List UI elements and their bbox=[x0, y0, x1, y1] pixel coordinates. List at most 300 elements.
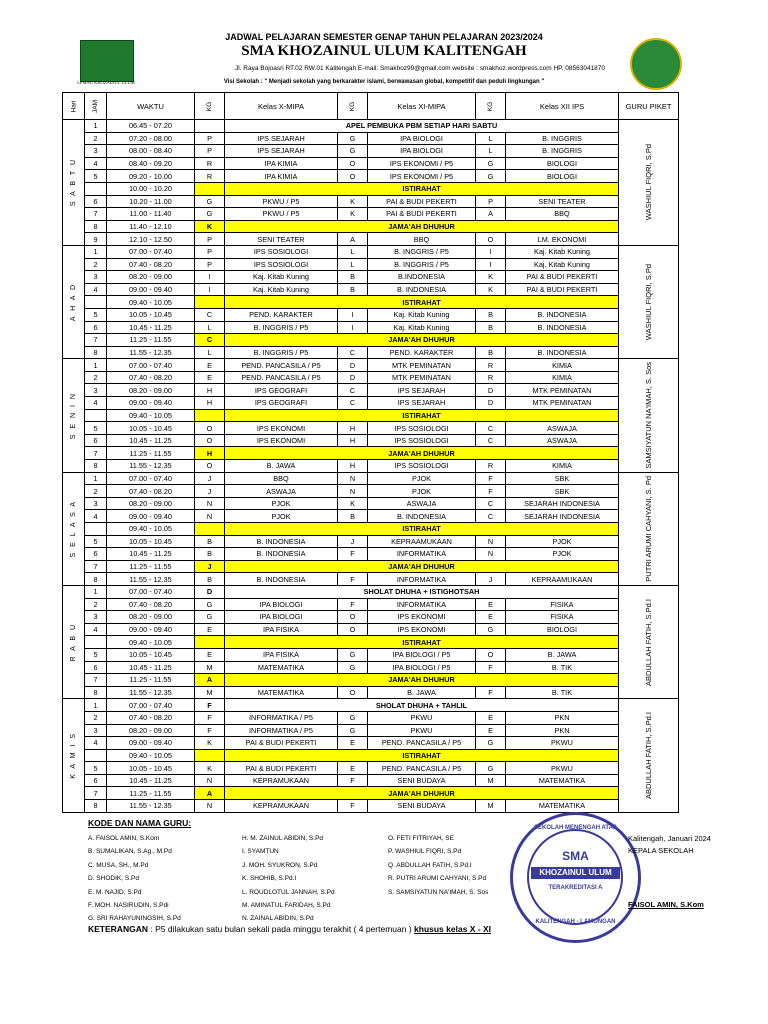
kg-xii: K bbox=[476, 271, 506, 284]
col-kelas-x: Kelas X-MIPA bbox=[225, 93, 338, 120]
duty-teacher-name: SAMSIYATUN NA'IMAH, S. Sos bbox=[644, 362, 653, 469]
subject-xi: KEPRAAMUKAAN bbox=[368, 535, 476, 548]
kg-xii: D bbox=[476, 384, 506, 397]
kg-x: G bbox=[195, 195, 225, 208]
subject-xii: PKN bbox=[506, 711, 619, 724]
duty-teacher-cell bbox=[619, 120, 679, 246]
table-row bbox=[63, 699, 679, 712]
day-cell bbox=[63, 585, 85, 698]
table-row bbox=[63, 623, 679, 636]
kg-xii: R bbox=[476, 460, 506, 473]
kg-x: N bbox=[195, 774, 225, 787]
kg-xii: C bbox=[476, 434, 506, 447]
period-number bbox=[85, 409, 107, 422]
table-row bbox=[63, 422, 679, 435]
teacher-code: J. MOH. SYUKRON, S.Pd bbox=[242, 861, 318, 869]
period-time: 10.00 - 10.20 bbox=[107, 182, 195, 195]
day-cell bbox=[63, 472, 85, 585]
subject-x: PEND. KARAKTER bbox=[225, 308, 338, 321]
subject-xi: Kaj. Kitab Kuning bbox=[368, 321, 476, 334]
table-row bbox=[63, 460, 679, 473]
table-row bbox=[63, 787, 679, 800]
subject-xii: PKN bbox=[506, 724, 619, 737]
subject-xii: LM. EKONOMI bbox=[506, 233, 619, 246]
subject-x: IPA KIMIA bbox=[225, 157, 338, 170]
period-number: 3 bbox=[85, 384, 107, 397]
school-stamp bbox=[510, 812, 641, 943]
period-number: 8 bbox=[85, 800, 107, 813]
table-row bbox=[63, 182, 679, 195]
period-time: 12.10 - 12.50 bbox=[107, 233, 195, 246]
subject-x: IPA BIOLOGI bbox=[225, 611, 338, 624]
period-time: 10.05 - 10.45 bbox=[107, 648, 195, 661]
teacher-code: B. SUMALIKAN, S.Ag., M.Pd bbox=[88, 848, 172, 856]
school-name: SMA KHOZAINUL ULUM KALITENGAH bbox=[241, 43, 527, 59]
kg-xi: D bbox=[338, 371, 368, 384]
full-row-activity: SHOLAT DHUHA + TAHLIL bbox=[225, 699, 619, 712]
table-row bbox=[63, 648, 679, 661]
subject-x: IPS EKONOMI bbox=[225, 434, 338, 447]
kg-xi: K bbox=[338, 195, 368, 208]
table-row bbox=[63, 774, 679, 787]
kg-xi: G bbox=[338, 724, 368, 737]
kg-xi: K bbox=[338, 208, 368, 221]
kg-xii: B bbox=[476, 346, 506, 359]
period-time: 06.45 - 07.20 bbox=[107, 120, 195, 133]
period-time: 09.00 - 09.40 bbox=[107, 397, 195, 410]
kg-xii: G bbox=[476, 762, 506, 775]
table-row bbox=[63, 409, 679, 422]
subject-x: IPS SOSIOLOGI bbox=[225, 245, 338, 258]
period-time: 08.40 - 09.20 bbox=[107, 157, 195, 170]
kg-x: J bbox=[195, 472, 225, 485]
period-time: 10.05 - 10.45 bbox=[107, 762, 195, 775]
subject-x: B. JAWA bbox=[225, 460, 338, 473]
kg-xii: M bbox=[476, 774, 506, 787]
kg-xi: G bbox=[338, 661, 368, 674]
col-kelas-xi: Kelas XI-MIPA bbox=[368, 93, 476, 120]
codes-col-3 bbox=[388, 832, 488, 899]
period-number: 1 bbox=[85, 359, 107, 372]
kg-xii: K bbox=[476, 283, 506, 296]
period-number: 7 bbox=[85, 674, 107, 687]
stamp-name: KHOZAINUL ULUM bbox=[531, 867, 620, 879]
subject-xi: IPA BIOLOGI / P5 bbox=[368, 648, 476, 661]
kg-xi: G bbox=[338, 648, 368, 661]
period-number: 1 bbox=[85, 472, 107, 485]
stamp-sma: SMA bbox=[562, 849, 589, 863]
duty-teacher-name: ABDULLAH FATIH, S.Pd.I bbox=[644, 711, 653, 799]
period-time: 07.00 - 07.40 bbox=[107, 359, 195, 372]
kg-xii: L bbox=[476, 132, 506, 145]
kg-xi: B bbox=[338, 283, 368, 296]
table-row bbox=[63, 472, 679, 485]
kg-x: H bbox=[195, 397, 225, 410]
subject-x: ASWAJA bbox=[225, 485, 338, 498]
period-number: 2 bbox=[85, 485, 107, 498]
kg-xii: C bbox=[476, 510, 506, 523]
col-kelas-xii: Kelas XII IPS bbox=[506, 93, 619, 120]
subject-xi: ASWAJA bbox=[368, 497, 476, 510]
period-time: 11.55 - 12.35 bbox=[107, 346, 195, 359]
table-row bbox=[63, 510, 679, 523]
col-kg-x: KG bbox=[195, 93, 225, 120]
subject-xii: SENI TEATER bbox=[506, 195, 619, 208]
period-number: 8 bbox=[85, 686, 107, 699]
period-number: 1 bbox=[85, 245, 107, 258]
day-cell bbox=[63, 359, 85, 472]
kg-x: P bbox=[195, 245, 225, 258]
teacher-code: N. ZAINAL ABIDIN, S.Pd bbox=[242, 915, 314, 923]
kg-x: O bbox=[195, 434, 225, 447]
table-row bbox=[63, 245, 679, 258]
table-row bbox=[63, 208, 679, 221]
kg-xii: O bbox=[476, 648, 506, 661]
subject-xi: PJOK bbox=[368, 485, 476, 498]
period-number: 3 bbox=[85, 611, 107, 624]
kg-cell bbox=[195, 296, 225, 309]
sign-name: FAISOL AMIN, S.Kom bbox=[628, 900, 704, 909]
kg-xi: B bbox=[338, 271, 368, 284]
kg-xi: F bbox=[338, 548, 368, 561]
subject-x: Kaj. Kitab Kuning bbox=[225, 283, 338, 296]
table-row bbox=[63, 233, 679, 246]
period-time: 07.00 - 07.40 bbox=[107, 699, 195, 712]
period-time: 07.00 - 07.40 bbox=[107, 245, 195, 258]
kg-x: E bbox=[195, 648, 225, 661]
kg-x: R bbox=[195, 170, 225, 183]
kg-x: N bbox=[195, 800, 225, 813]
subject-xi: PAI & BUDI PEKERTI bbox=[368, 208, 476, 221]
kg-x: M bbox=[195, 686, 225, 699]
subject-x: SENI TEATER bbox=[225, 233, 338, 246]
period-time: 08.20 - 09.00 bbox=[107, 724, 195, 737]
subject-xii: MTK PEMINATAN bbox=[506, 397, 619, 410]
kg-xi: C bbox=[338, 384, 368, 397]
period-number: 3 bbox=[85, 724, 107, 737]
kg-xi: F bbox=[338, 573, 368, 586]
school-vision: Visi Sekolah : " Menjadi sekolah yang berkarakter islami, berwawasan global, kompetitif dan peduli lingkungan " bbox=[223, 79, 545, 85]
subject-xii: BBQ bbox=[506, 208, 619, 221]
full-row-activity: JAMA'AH DHUHUR bbox=[225, 674, 619, 687]
subject-xii: Kaj. Kitab Kuning bbox=[506, 258, 619, 271]
subject-xii: B. TIK bbox=[506, 686, 619, 699]
period-number: 3 bbox=[85, 271, 107, 284]
kg-x: H bbox=[195, 384, 225, 397]
kg-xi: N bbox=[338, 472, 368, 485]
subject-xi: INFORMATIKA bbox=[368, 573, 476, 586]
subject-xii: PJOK bbox=[506, 548, 619, 561]
duty-teacher-name: WASHIUL FIQRI, S.Pd bbox=[644, 144, 653, 221]
table-row bbox=[63, 447, 679, 460]
table-row bbox=[63, 170, 679, 183]
period-time: 07.00 - 07.40 bbox=[107, 472, 195, 485]
table-row bbox=[63, 120, 679, 133]
period-number: 2 bbox=[85, 711, 107, 724]
kg-xii: A bbox=[476, 208, 506, 221]
table-row bbox=[63, 535, 679, 548]
period-time: 08.20 - 09.00 bbox=[107, 384, 195, 397]
subject-xi: Kaj. Kitab Kuning bbox=[368, 308, 476, 321]
period-number: 8 bbox=[85, 346, 107, 359]
subject-xii: FISIKA bbox=[506, 598, 619, 611]
period-time: 09.40 - 10.05 bbox=[107, 409, 195, 422]
subject-x: KEPRAMUKAAN bbox=[225, 800, 338, 813]
codes-col-1 bbox=[88, 832, 181, 926]
letterhead bbox=[0, 0, 768, 92]
period-time: 09.20 - 10.00 bbox=[107, 170, 195, 183]
period-time: 11.55 - 12.35 bbox=[107, 573, 195, 586]
codes-col-2 bbox=[242, 832, 335, 926]
table-row bbox=[63, 145, 679, 158]
kg-xii: F bbox=[476, 472, 506, 485]
subject-xi: IPA BIOLOGI / P5 bbox=[368, 661, 476, 674]
subject-xi: IPS SOSIOLOGI bbox=[368, 422, 476, 435]
subject-xi: IPS SOSIOLOGI bbox=[368, 434, 476, 447]
kg-xii: N bbox=[476, 548, 506, 561]
kg-xii: I bbox=[476, 245, 506, 258]
period-number bbox=[85, 749, 107, 762]
kg-x: N bbox=[195, 497, 225, 510]
duty-teacher-cell bbox=[619, 359, 679, 472]
subject-x: IPS SEJARAH bbox=[225, 132, 338, 145]
kg-x: I bbox=[195, 271, 225, 284]
period-number: 8 bbox=[85, 573, 107, 586]
subject-xi: INFORMATIKA bbox=[368, 548, 476, 561]
period-time: 07.40 - 08.20 bbox=[107, 711, 195, 724]
period-number: 5 bbox=[85, 648, 107, 661]
subject-xii: PKWU bbox=[506, 762, 619, 775]
period-number: 2 bbox=[85, 132, 107, 145]
kg-xii: F bbox=[476, 485, 506, 498]
period-number: 4 bbox=[85, 623, 107, 636]
subject-xii: B. INDONESIA bbox=[506, 308, 619, 321]
full-row-activity: JAMA'AH DHUHUR bbox=[225, 334, 619, 347]
subject-x: PKWU / P5 bbox=[225, 208, 338, 221]
kg-xi: H bbox=[338, 460, 368, 473]
period-time: 11.55 - 12.35 bbox=[107, 460, 195, 473]
period-number: 2 bbox=[85, 258, 107, 271]
table-row bbox=[63, 762, 679, 775]
period-number bbox=[85, 523, 107, 536]
kg-xii: P bbox=[476, 195, 506, 208]
period-number: 2 bbox=[85, 598, 107, 611]
period-time: 11.55 - 12.35 bbox=[107, 686, 195, 699]
table-row bbox=[63, 497, 679, 510]
table-row bbox=[63, 132, 679, 145]
sign-role: KEPALA SEKOLAH bbox=[628, 846, 694, 855]
subject-x: Kaj. Kitab Kuning bbox=[225, 271, 338, 284]
subject-xii: B. INGGRIS bbox=[506, 132, 619, 145]
full-row-activity: JAMA'AH DHUHUR bbox=[225, 560, 619, 573]
period-time: 10.45 - 11.25 bbox=[107, 321, 195, 334]
period-time: 11.00 - 11.40 bbox=[107, 208, 195, 221]
duty-teacher-name: PUTRI ARUMI CAHYANI, S. Pd bbox=[644, 475, 653, 582]
kg-xi: I bbox=[338, 321, 368, 334]
full-row-activity: APEL PEMBUKA PBM SETIAP HARI SABTU bbox=[225, 120, 619, 133]
teacher-code: E. M. NAJID, S.Pd bbox=[88, 888, 142, 896]
period-time: 09.40 - 10.05 bbox=[107, 296, 195, 309]
period-number bbox=[85, 296, 107, 309]
period-time: 08.20 - 09.00 bbox=[107, 611, 195, 624]
teacher-code: A. FAISOL AMIN, S.Kom bbox=[88, 835, 160, 842]
kg-x: E bbox=[195, 623, 225, 636]
teacher-code-cell: F bbox=[195, 699, 225, 712]
kg-xii: J bbox=[476, 573, 506, 586]
kg-xii: R bbox=[476, 359, 506, 372]
subject-x: PEND. PANCASILA / P5 bbox=[225, 359, 338, 372]
kg-xi: E bbox=[338, 762, 368, 775]
kg-xi: O bbox=[338, 170, 368, 183]
subject-xi: MTK PEMINATAN bbox=[368, 359, 476, 372]
teacher-code-cell: D bbox=[195, 585, 225, 598]
subject-xi: PEND. PANCASILA / P5 bbox=[368, 737, 476, 750]
kg-x: P bbox=[195, 233, 225, 246]
period-number: 5 bbox=[85, 535, 107, 548]
full-row-activity: ISTIRAHAT bbox=[225, 296, 619, 309]
subject-x: B. INGGRIS / P5 bbox=[225, 346, 338, 359]
period-time: 08.00 - 08.40 bbox=[107, 145, 195, 158]
subject-xii: SEJARAH INDONESIA bbox=[506, 510, 619, 523]
period-number: 5 bbox=[85, 308, 107, 321]
period-time: 08.20 - 09.00 bbox=[107, 271, 195, 284]
period-number: 8 bbox=[85, 220, 107, 233]
kg-x: L bbox=[195, 346, 225, 359]
subject-xii: B. TIK bbox=[506, 661, 619, 674]
period-time: 10.45 - 11.25 bbox=[107, 774, 195, 787]
kg-x: L bbox=[195, 321, 225, 334]
period-number: 4 bbox=[85, 737, 107, 750]
period-time: 10.45 - 11.25 bbox=[107, 434, 195, 447]
logo-caption: LPMNU KHOZAINUL ULUM bbox=[77, 80, 135, 85]
period-time: 10.05 - 10.45 bbox=[107, 422, 195, 435]
period-number: 6 bbox=[85, 774, 107, 787]
full-row-activity: ISTIRAHAT bbox=[225, 636, 619, 649]
kg-cell bbox=[195, 749, 225, 762]
table-row bbox=[63, 283, 679, 296]
kg-x: J bbox=[195, 485, 225, 498]
table-row bbox=[63, 724, 679, 737]
kg-xii: C bbox=[476, 422, 506, 435]
subject-xi: PAI & BUDI PEKERTI bbox=[368, 195, 476, 208]
kg-x: C bbox=[195, 308, 225, 321]
period-time: 10.05 - 10.45 bbox=[107, 535, 195, 548]
subject-xi: B. INGGRIS / P5 bbox=[368, 258, 476, 271]
subject-xii: PJOK bbox=[506, 535, 619, 548]
kg-cell bbox=[195, 409, 225, 422]
table-row bbox=[63, 749, 679, 762]
kg-x: N bbox=[195, 510, 225, 523]
teacher-code: F. MOH. NASIRUDIN, S.Pdi bbox=[88, 902, 169, 910]
kg-xi: C bbox=[338, 397, 368, 410]
table-row bbox=[63, 686, 679, 699]
table-row bbox=[63, 157, 679, 170]
subject-xi: IPS EKONOMI bbox=[368, 611, 476, 624]
subject-x: IPS GEOGRAFI bbox=[225, 397, 338, 410]
day-cell bbox=[63, 120, 85, 246]
subject-x: IPS SOSIOLOGI bbox=[225, 258, 338, 271]
kg-xi: O bbox=[338, 611, 368, 624]
period-time: 09.40 - 10.05 bbox=[107, 636, 195, 649]
teacher-code: H. M. ZAINUL ABIDIN, S.Pd bbox=[242, 835, 324, 842]
subject-x: IPA BIOLOGI bbox=[225, 598, 338, 611]
note-label: KETERANGAN bbox=[88, 924, 148, 934]
kg-xi: H bbox=[338, 434, 368, 447]
teacher-code: S. SAMSIYATUN NA'IMAH, S. Sos bbox=[388, 888, 489, 896]
kg-xi: C bbox=[338, 346, 368, 359]
subject-xii: B. INDONESIA bbox=[506, 346, 619, 359]
kg-xi: L bbox=[338, 245, 368, 258]
full-row-activity: JAMA'AH DHUHUR bbox=[225, 447, 619, 460]
full-row-activity: SHOLAT DHUHA + ISTIGHOTSAH bbox=[225, 585, 619, 598]
subject-xii: FISIKA bbox=[506, 611, 619, 624]
kg-x: K bbox=[195, 762, 225, 775]
kg-xi: G bbox=[338, 145, 368, 158]
kg-xii: G bbox=[476, 170, 506, 183]
subject-x: B. INDONESIA bbox=[225, 548, 338, 561]
school-address: Jl. Raya Bojoasri RT.02 RW.01 Kalitengah E-mail: Smakhoz99@gmail.com website : smakhoz.wordpress.com HP. 08563041870 bbox=[234, 65, 606, 72]
col-kg-xii: KG bbox=[476, 93, 506, 120]
period-time: 07.40 - 08.20 bbox=[107, 258, 195, 271]
subject-xi: IPA BIOLOGI bbox=[368, 145, 476, 158]
kg-xii: C bbox=[476, 497, 506, 510]
subject-xi: IPS EKONOMI / P5 bbox=[368, 170, 476, 183]
kg-xi: K bbox=[338, 497, 368, 510]
kg-x: O bbox=[195, 460, 225, 473]
table-row bbox=[63, 371, 679, 384]
subject-xi: IPS SEJARAH bbox=[368, 397, 476, 410]
day-name: A H A D bbox=[70, 283, 77, 322]
subject-xii: ASWAJA bbox=[506, 434, 619, 447]
kg-x: G bbox=[195, 208, 225, 221]
subject-xii: PKWU bbox=[506, 737, 619, 750]
sign-place-date: Kalitengah, Januari 2024 bbox=[628, 834, 711, 843]
subject-xi: PEND. KARAKTER bbox=[368, 346, 476, 359]
duty-teacher-name: WASHIUL FIQRI, S.Pd bbox=[644, 264, 653, 341]
kg-cell bbox=[195, 523, 225, 536]
table-row bbox=[63, 661, 679, 674]
subject-x: PJOK bbox=[225, 510, 338, 523]
day-name: R A B U bbox=[70, 622, 77, 662]
kg-x: I bbox=[195, 283, 225, 296]
day-cell bbox=[63, 699, 85, 812]
table-row bbox=[63, 334, 679, 347]
kg-xii: B bbox=[476, 308, 506, 321]
subject-xi: B. INDONESIA bbox=[368, 510, 476, 523]
table-row bbox=[63, 573, 679, 586]
kg-cell bbox=[195, 120, 225, 133]
subject-xi: IPS SEJARAH bbox=[368, 384, 476, 397]
teacher-code: M. AMINATUL FARIDAH, S.Pd bbox=[242, 902, 331, 910]
kg-x: B bbox=[195, 573, 225, 586]
kg-xii: F bbox=[476, 686, 506, 699]
subject-xii: MATEMATIKA bbox=[506, 774, 619, 787]
note-emphasis: khusus kelas X - XI bbox=[414, 924, 492, 934]
kg-x: P bbox=[195, 132, 225, 145]
period-time: 09.00 - 09.40 bbox=[107, 283, 195, 296]
teacher-code: Q. ABDULLAH FATIH, S.Pd.I bbox=[388, 861, 472, 869]
subject-x: PAI & BUDI PEKERTI bbox=[225, 762, 338, 775]
teacher-code: L. ROUDLOTUL JANNAH, S.Pd bbox=[242, 888, 335, 896]
kg-xi: G bbox=[338, 711, 368, 724]
subject-xi: IPA BIOLOGI bbox=[368, 132, 476, 145]
kg-xii: E bbox=[476, 724, 506, 737]
kg-xii: G bbox=[476, 737, 506, 750]
kg-xii: B bbox=[476, 321, 506, 334]
subject-xi: B.INDONESIA bbox=[368, 271, 476, 284]
period-number: 7 bbox=[85, 208, 107, 221]
period-number: 3 bbox=[85, 145, 107, 158]
